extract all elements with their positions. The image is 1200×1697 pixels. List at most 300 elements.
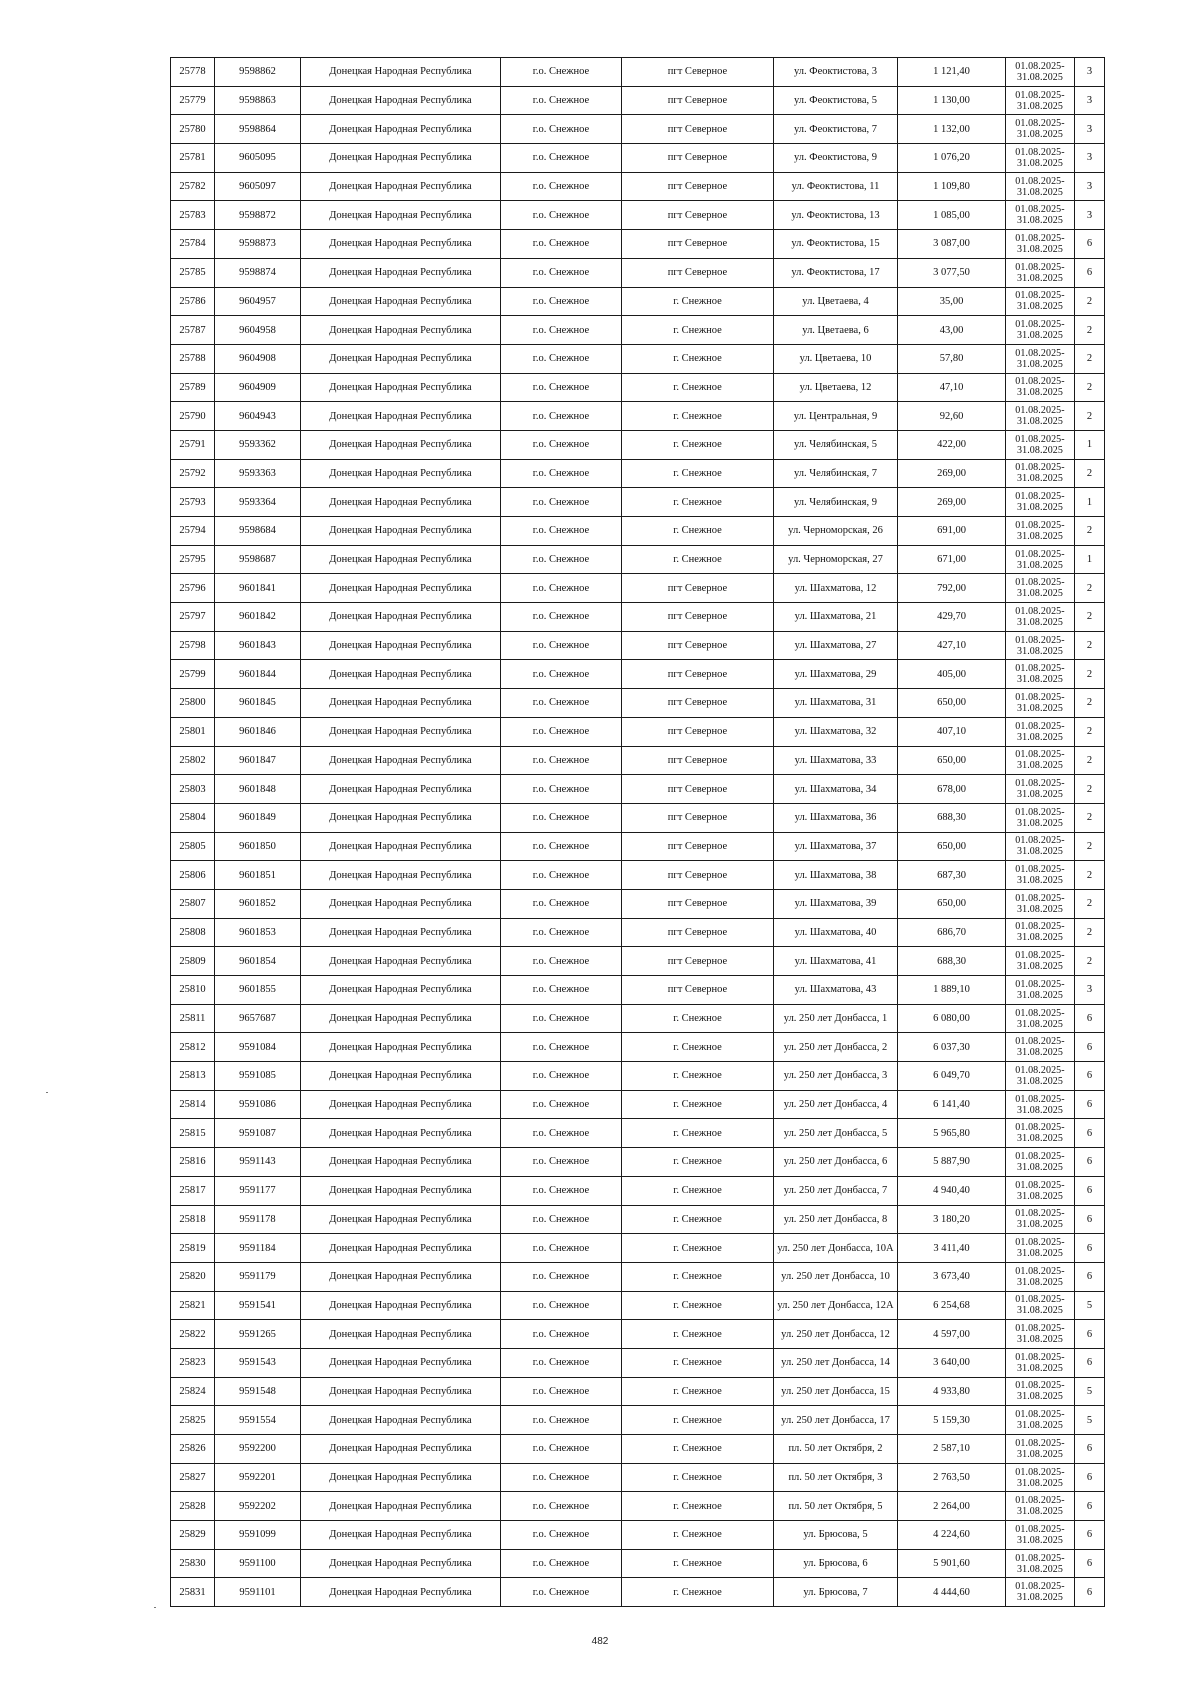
period-cell: 01.08.2025- 31.08.2025 [1006, 1348, 1075, 1377]
address-cell: ул. Шахматова, 34 [774, 775, 898, 804]
settlement-cell: г. Снежное [622, 1176, 774, 1205]
category-cell: 6 [1075, 1492, 1105, 1521]
category-cell: 2 [1075, 373, 1105, 402]
district-cell: г.о. Снежное [501, 545, 622, 574]
row-number-cell: 25785 [171, 258, 215, 287]
category-cell: 6 [1075, 230, 1105, 259]
category-cell: 2 [1075, 402, 1105, 431]
area-cell: 4 933,80 [898, 1377, 1006, 1406]
area-cell: 5 965,80 [898, 1119, 1006, 1148]
address-cell: ул. Феоктистова, 9 [774, 144, 898, 173]
area-cell: 6 254,68 [898, 1291, 1006, 1320]
district-cell: г.о. Снежное [501, 775, 622, 804]
row-number-cell: 25830 [171, 1549, 215, 1578]
table-row [171, 1119, 1105, 1148]
category-cell: 3 [1075, 58, 1105, 87]
address-cell: пл. 50 лет Октября, 3 [774, 1463, 898, 1492]
region-cell: Донецкая Народная Республика [301, 1205, 501, 1234]
row-number-cell: 25810 [171, 976, 215, 1005]
period-cell: 01.08.2025- 31.08.2025 [1006, 1148, 1075, 1177]
settlement-cell: г. Снежное [622, 1348, 774, 1377]
table-row [171, 1004, 1105, 1033]
category-cell: 5 [1075, 1406, 1105, 1435]
settlement-cell: пгт Северное [622, 603, 774, 632]
object-id-cell: 9605097 [215, 172, 301, 201]
period-cell: 01.08.2025- 31.08.2025 [1006, 144, 1075, 173]
table-row [171, 58, 1105, 87]
row-number-cell: 25809 [171, 947, 215, 976]
category-cell: 2 [1075, 775, 1105, 804]
object-id-cell: 9605095 [215, 144, 301, 173]
address-cell: ул. Центральная, 9 [774, 402, 898, 431]
address-cell: ул. 250 лет Донбасса, 15 [774, 1377, 898, 1406]
period-cell: 01.08.2025- 31.08.2025 [1006, 1549, 1075, 1578]
region-cell: Донецкая Народная Республика [301, 1549, 501, 1578]
period-cell: 01.08.2025- 31.08.2025 [1006, 918, 1075, 947]
settlement-cell: г. Снежное [622, 1062, 774, 1091]
table-row [171, 1578, 1105, 1607]
object-id-cell: 9591543 [215, 1348, 301, 1377]
row-number-cell: 25797 [171, 603, 215, 632]
table-row [171, 488, 1105, 517]
area-cell: 3 673,40 [898, 1262, 1006, 1291]
row-number-cell: 25808 [171, 918, 215, 947]
table-row [171, 1033, 1105, 1062]
row-number-cell: 25823 [171, 1348, 215, 1377]
row-number-cell: 25802 [171, 746, 215, 775]
object-id-cell: 9601852 [215, 889, 301, 918]
table-row [171, 574, 1105, 603]
table-row [171, 86, 1105, 115]
address-cell: ул. Челябинская, 9 [774, 488, 898, 517]
category-cell: 3 [1075, 144, 1105, 173]
address-cell: ул. 250 лет Донбасса, 10 [774, 1262, 898, 1291]
address-cell: ул. Черноморская, 26 [774, 517, 898, 546]
object-id-cell: 9591548 [215, 1377, 301, 1406]
area-cell: 5 901,60 [898, 1549, 1006, 1578]
row-number-cell: 25824 [171, 1377, 215, 1406]
table-row [171, 1549, 1105, 1578]
region-cell: Донецкая Народная Республика [301, 976, 501, 1005]
period-cell: 01.08.2025- 31.08.2025 [1006, 258, 1075, 287]
district-cell: г.о. Снежное [501, 660, 622, 689]
area-cell: 92,60 [898, 402, 1006, 431]
settlement-cell: пгт Северное [622, 775, 774, 804]
district-cell: г.о. Снежное [501, 918, 622, 947]
table-row [171, 1090, 1105, 1119]
region-cell: Донецкая Народная Республика [301, 1062, 501, 1091]
region-cell: Донецкая Народная Республика [301, 488, 501, 517]
district-cell: г.о. Снежное [501, 1348, 622, 1377]
category-cell: 5 [1075, 1377, 1105, 1406]
category-cell: 6 [1075, 258, 1105, 287]
period-cell: 01.08.2025- 31.08.2025 [1006, 832, 1075, 861]
category-cell: 2 [1075, 918, 1105, 947]
district-cell: г.о. Снежное [501, 517, 622, 546]
category-cell: 2 [1075, 832, 1105, 861]
region-cell: Донецкая Народная Республика [301, 1033, 501, 1062]
address-cell: ул. 250 лет Донбасса, 5 [774, 1119, 898, 1148]
object-id-cell: 9592201 [215, 1463, 301, 1492]
period-cell: 01.08.2025- 31.08.2025 [1006, 1463, 1075, 1492]
district-cell: г.о. Снежное [501, 976, 622, 1005]
district-cell: г.о. Снежное [501, 459, 622, 488]
period-cell: 01.08.2025- 31.08.2025 [1006, 86, 1075, 115]
object-id-cell: 9593363 [215, 459, 301, 488]
settlement-cell: пгт Северное [622, 889, 774, 918]
address-cell: ул. Цветаева, 10 [774, 344, 898, 373]
district-cell: г.о. Снежное [501, 1377, 622, 1406]
category-cell: 2 [1075, 861, 1105, 890]
category-cell: 2 [1075, 517, 1105, 546]
address-cell: ул. Шахматова, 38 [774, 861, 898, 890]
period-cell: 01.08.2025- 31.08.2025 [1006, 344, 1075, 373]
settlement-cell: пгт Северное [622, 918, 774, 947]
region-cell: Донецкая Народная Республика [301, 1234, 501, 1263]
category-cell: 6 [1075, 1205, 1105, 1234]
district-cell: г.о. Снежное [501, 344, 622, 373]
row-number-cell: 25793 [171, 488, 215, 517]
district-cell: г.о. Снежное [501, 1176, 622, 1205]
table-row [171, 1348, 1105, 1377]
row-number-cell: 25800 [171, 689, 215, 718]
area-cell: 678,00 [898, 775, 1006, 804]
period-cell: 01.08.2025- 31.08.2025 [1006, 889, 1075, 918]
category-cell: 2 [1075, 803, 1105, 832]
row-number-cell: 25791 [171, 430, 215, 459]
row-number-cell: 25817 [171, 1176, 215, 1205]
row-number-cell: 25815 [171, 1119, 215, 1148]
table-row [171, 1176, 1105, 1205]
area-cell: 650,00 [898, 832, 1006, 861]
period-cell: 01.08.2025- 31.08.2025 [1006, 1262, 1075, 1291]
district-cell: г.о. Снежное [501, 603, 622, 632]
region-cell: Донецкая Народная Республика [301, 689, 501, 718]
settlement-cell: г. Снежное [622, 1004, 774, 1033]
region-cell: Донецкая Народная Республика [301, 1262, 501, 1291]
address-cell: ул. Шахматова, 21 [774, 603, 898, 632]
table-row [171, 115, 1105, 144]
table-row [171, 344, 1105, 373]
period-cell: 01.08.2025- 31.08.2025 [1006, 1291, 1075, 1320]
address-cell: ул. Феоктистова, 7 [774, 115, 898, 144]
category-cell: 5 [1075, 1291, 1105, 1320]
address-cell: ул. 250 лет Донбасса, 12А [774, 1291, 898, 1320]
region-cell: Донецкая Народная Республика [301, 1406, 501, 1435]
region-cell: Донецкая Народная Республика [301, 459, 501, 488]
region-cell: Донецкая Народная Республика [301, 660, 501, 689]
row-number-cell: 25807 [171, 889, 215, 918]
period-cell: 01.08.2025- 31.08.2025 [1006, 1406, 1075, 1435]
area-cell: 427,10 [898, 631, 1006, 660]
address-cell: ул. 250 лет Донбасса, 8 [774, 1205, 898, 1234]
area-cell: 1 085,00 [898, 201, 1006, 230]
object-id-cell: 9601848 [215, 775, 301, 804]
area-cell: 2 587,10 [898, 1435, 1006, 1464]
table-row [171, 1492, 1105, 1521]
period-cell: 01.08.2025- 31.08.2025 [1006, 603, 1075, 632]
row-number-cell: 25821 [171, 1291, 215, 1320]
category-cell: 6 [1075, 1004, 1105, 1033]
object-id-cell: 9591554 [215, 1406, 301, 1435]
address-cell: ул. Цветаева, 12 [774, 373, 898, 402]
table-row [171, 430, 1105, 459]
district-cell: г.о. Снежное [501, 717, 622, 746]
object-id-cell: 9598864 [215, 115, 301, 144]
district-cell: г.о. Снежное [501, 1205, 622, 1234]
area-cell: 4 597,00 [898, 1320, 1006, 1349]
category-cell: 2 [1075, 603, 1105, 632]
region-cell: Донецкая Народная Республика [301, 144, 501, 173]
period-cell: 01.08.2025- 31.08.2025 [1006, 488, 1075, 517]
area-cell: 650,00 [898, 746, 1006, 775]
address-cell: ул. Шахматова, 32 [774, 717, 898, 746]
period-cell: 01.08.2025- 31.08.2025 [1006, 1062, 1075, 1091]
row-number-cell: 25812 [171, 1033, 215, 1062]
address-cell: ул. 250 лет Донбасса, 10А [774, 1234, 898, 1263]
object-id-cell: 9601851 [215, 861, 301, 890]
object-id-cell: 9598684 [215, 517, 301, 546]
district-cell: г.о. Снежное [501, 889, 622, 918]
area-cell: 686,70 [898, 918, 1006, 947]
area-cell: 691,00 [898, 517, 1006, 546]
row-number-cell: 25806 [171, 861, 215, 890]
category-cell: 6 [1075, 1234, 1105, 1263]
row-number-cell: 25788 [171, 344, 215, 373]
object-id-cell: 9591100 [215, 1549, 301, 1578]
category-cell: 6 [1075, 1119, 1105, 1148]
region-cell: Донецкая Народная Республика [301, 947, 501, 976]
category-cell: 6 [1075, 1463, 1105, 1492]
object-id-cell: 9604958 [215, 316, 301, 345]
row-number-cell: 25804 [171, 803, 215, 832]
settlement-cell: г. Снежное [622, 344, 774, 373]
table-row [171, 373, 1105, 402]
settlement-cell: г. Снежное [622, 316, 774, 345]
period-cell: 01.08.2025- 31.08.2025 [1006, 115, 1075, 144]
address-cell: ул. Шахматова, 29 [774, 660, 898, 689]
district-cell: г.о. Снежное [501, 316, 622, 345]
row-number-cell: 25816 [171, 1148, 215, 1177]
area-cell: 6 080,00 [898, 1004, 1006, 1033]
address-cell: ул. Шахматова, 31 [774, 689, 898, 718]
address-cell: ул. 250 лет Донбасса, 7 [774, 1176, 898, 1205]
period-cell: 01.08.2025- 31.08.2025 [1006, 1176, 1075, 1205]
region-cell: Донецкая Народная Республика [301, 1090, 501, 1119]
row-number-cell: 25805 [171, 832, 215, 861]
table-row [171, 746, 1105, 775]
district-cell: г.о. Снежное [501, 1033, 622, 1062]
region-cell: Донецкая Народная Республика [301, 58, 501, 87]
table-row [171, 889, 1105, 918]
object-id-cell: 9601844 [215, 660, 301, 689]
address-cell: ул. Шахматова, 43 [774, 976, 898, 1005]
region-cell: Донецкая Народная Республика [301, 430, 501, 459]
area-cell: 1 109,80 [898, 172, 1006, 201]
object-id-cell: 9604943 [215, 402, 301, 431]
page-number: 482 [591, 1636, 609, 1647]
district-cell: г.о. Снежное [501, 631, 622, 660]
settlement-cell: г. Снежное [622, 1406, 774, 1435]
row-number-cell: 25828 [171, 1492, 215, 1521]
district-cell: г.о. Снежное [501, 947, 622, 976]
period-cell: 01.08.2025- 31.08.2025 [1006, 660, 1075, 689]
period-cell: 01.08.2025- 31.08.2025 [1006, 1320, 1075, 1349]
district-cell: г.о. Снежное [501, 430, 622, 459]
table-row [171, 832, 1105, 861]
object-id-cell: 9598862 [215, 58, 301, 87]
district-cell: г.о. Снежное [501, 1521, 622, 1550]
settlement-cell: г. Снежное [622, 488, 774, 517]
period-cell: 01.08.2025- 31.08.2025 [1006, 1521, 1075, 1550]
table-row [171, 1463, 1105, 1492]
area-cell: 3 411,40 [898, 1234, 1006, 1263]
row-number-cell: 25827 [171, 1463, 215, 1492]
row-number-cell: 25784 [171, 230, 215, 259]
address-cell: ул. Цветаева, 6 [774, 316, 898, 345]
settlement-cell: г. Снежное [622, 1435, 774, 1464]
table-row [171, 517, 1105, 546]
category-cell: 3 [1075, 201, 1105, 230]
period-cell: 01.08.2025- 31.08.2025 [1006, 1033, 1075, 1062]
settlement-cell: г. Снежное [622, 1205, 774, 1234]
address-cell: ул. Брюсова, 5 [774, 1521, 898, 1550]
settlement-cell: пгт Северное [622, 172, 774, 201]
table-row [171, 1406, 1105, 1435]
region-cell: Донецкая Народная Республика [301, 803, 501, 832]
object-id-cell: 9591087 [215, 1119, 301, 1148]
district-cell: г.о. Снежное [501, 1062, 622, 1091]
region-cell: Донецкая Народная Республика [301, 258, 501, 287]
district-cell: г.о. Снежное [501, 1262, 622, 1291]
object-id-cell: 9601849 [215, 803, 301, 832]
settlement-cell: г. Снежное [622, 1320, 774, 1349]
district-cell: г.о. Снежное [501, 1492, 622, 1521]
area-cell: 405,00 [898, 660, 1006, 689]
address-cell: ул. Феоктистова, 13 [774, 201, 898, 230]
category-cell: 1 [1075, 430, 1105, 459]
area-cell: 3 087,00 [898, 230, 1006, 259]
district-cell: г.о. Снежное [501, 115, 622, 144]
object-id-cell: 9601846 [215, 717, 301, 746]
settlement-cell: пгт Северное [622, 660, 774, 689]
object-id-cell: 9591084 [215, 1033, 301, 1062]
table-row [171, 1435, 1105, 1464]
row-number-cell: 25801 [171, 717, 215, 746]
table-row [171, 402, 1105, 431]
address-cell: ул. Шахматова, 36 [774, 803, 898, 832]
region-cell: Донецкая Народная Республика [301, 1320, 501, 1349]
district-cell: г.о. Снежное [501, 144, 622, 173]
address-cell: ул. Шахматова, 39 [774, 889, 898, 918]
category-cell: 1 [1075, 545, 1105, 574]
period-cell: 01.08.2025- 31.08.2025 [1006, 1090, 1075, 1119]
object-id-cell: 9591179 [215, 1262, 301, 1291]
category-cell: 2 [1075, 689, 1105, 718]
period-cell: 01.08.2025- 31.08.2025 [1006, 861, 1075, 890]
category-cell: 6 [1075, 1549, 1105, 1578]
address-cell: ул. 250 лет Донбасса, 12 [774, 1320, 898, 1349]
category-cell: 2 [1075, 717, 1105, 746]
table-row [171, 1234, 1105, 1263]
period-cell: 01.08.2025- 31.08.2025 [1006, 58, 1075, 87]
object-id-cell: 9591541 [215, 1291, 301, 1320]
row-number-cell: 25796 [171, 574, 215, 603]
address-cell: ул. Шахматова, 12 [774, 574, 898, 603]
area-cell: 650,00 [898, 689, 1006, 718]
area-cell: 671,00 [898, 545, 1006, 574]
category-cell: 2 [1075, 287, 1105, 316]
category-cell: 6 [1075, 1435, 1105, 1464]
row-number-cell: 25786 [171, 287, 215, 316]
table-row [171, 861, 1105, 890]
area-cell: 422,00 [898, 430, 1006, 459]
region-cell: Донецкая Народная Республика [301, 517, 501, 546]
period-cell: 01.08.2025- 31.08.2025 [1006, 1435, 1075, 1464]
category-cell: 3 [1075, 115, 1105, 144]
district-cell: г.о. Снежное [501, 832, 622, 861]
object-id-cell: 9601842 [215, 603, 301, 632]
period-cell: 01.08.2025- 31.08.2025 [1006, 201, 1075, 230]
settlement-cell: пгт Северное [622, 689, 774, 718]
district-cell: г.о. Снежное [501, 1406, 622, 1435]
period-cell: 01.08.2025- 31.08.2025 [1006, 689, 1075, 718]
category-cell: 6 [1075, 1176, 1105, 1205]
category-cell: 2 [1075, 889, 1105, 918]
settlement-cell: пгт Северное [622, 574, 774, 603]
area-cell: 3 180,20 [898, 1205, 1006, 1234]
object-id-cell: 9591085 [215, 1062, 301, 1091]
area-cell: 47,10 [898, 373, 1006, 402]
area-cell: 2 763,50 [898, 1463, 1006, 1492]
address-cell: ул. 250 лет Донбасса, 6 [774, 1148, 898, 1177]
district-cell: г.о. Снежное [501, 1148, 622, 1177]
address-cell: ул. 250 лет Донбасса, 3 [774, 1062, 898, 1091]
region-cell: Донецкая Народная Республика [301, 1578, 501, 1607]
table-row [171, 287, 1105, 316]
table-row [171, 316, 1105, 345]
scan-speck [154, 1607, 156, 1608]
district-cell: г.о. Снежное [501, 1435, 622, 1464]
category-cell: 3 [1075, 86, 1105, 115]
region-cell: Донецкая Народная Республика [301, 1521, 501, 1550]
settlement-cell: г. Снежное [622, 517, 774, 546]
category-cell: 6 [1075, 1148, 1105, 1177]
period-cell: 01.08.2025- 31.08.2025 [1006, 287, 1075, 316]
address-cell: ул. Челябинская, 7 [774, 459, 898, 488]
district-cell: г.о. Снежное [501, 1549, 622, 1578]
address-cell: ул. Брюсова, 7 [774, 1578, 898, 1607]
region-cell: Донецкая Народная Республика [301, 1176, 501, 1205]
area-cell: 407,10 [898, 717, 1006, 746]
district-cell: г.о. Снежное [501, 1004, 622, 1033]
table-row [171, 1521, 1105, 1550]
settlement-cell: г. Снежное [622, 1463, 774, 1492]
category-cell: 6 [1075, 1521, 1105, 1550]
table-row [171, 1148, 1105, 1177]
row-number-cell: 25779 [171, 86, 215, 115]
object-id-cell: 9591099 [215, 1521, 301, 1550]
settlement-cell: пгт Северное [622, 258, 774, 287]
region-cell: Донецкая Народная Республика [301, 287, 501, 316]
table-row [171, 144, 1105, 173]
row-number-cell: 25778 [171, 58, 215, 87]
table-row [171, 1262, 1105, 1291]
period-cell: 01.08.2025- 31.08.2025 [1006, 402, 1075, 431]
region-cell: Донецкая Народная Республика [301, 746, 501, 775]
period-cell: 01.08.2025- 31.08.2025 [1006, 1004, 1075, 1033]
region-cell: Донецкая Народная Республика [301, 1463, 501, 1492]
